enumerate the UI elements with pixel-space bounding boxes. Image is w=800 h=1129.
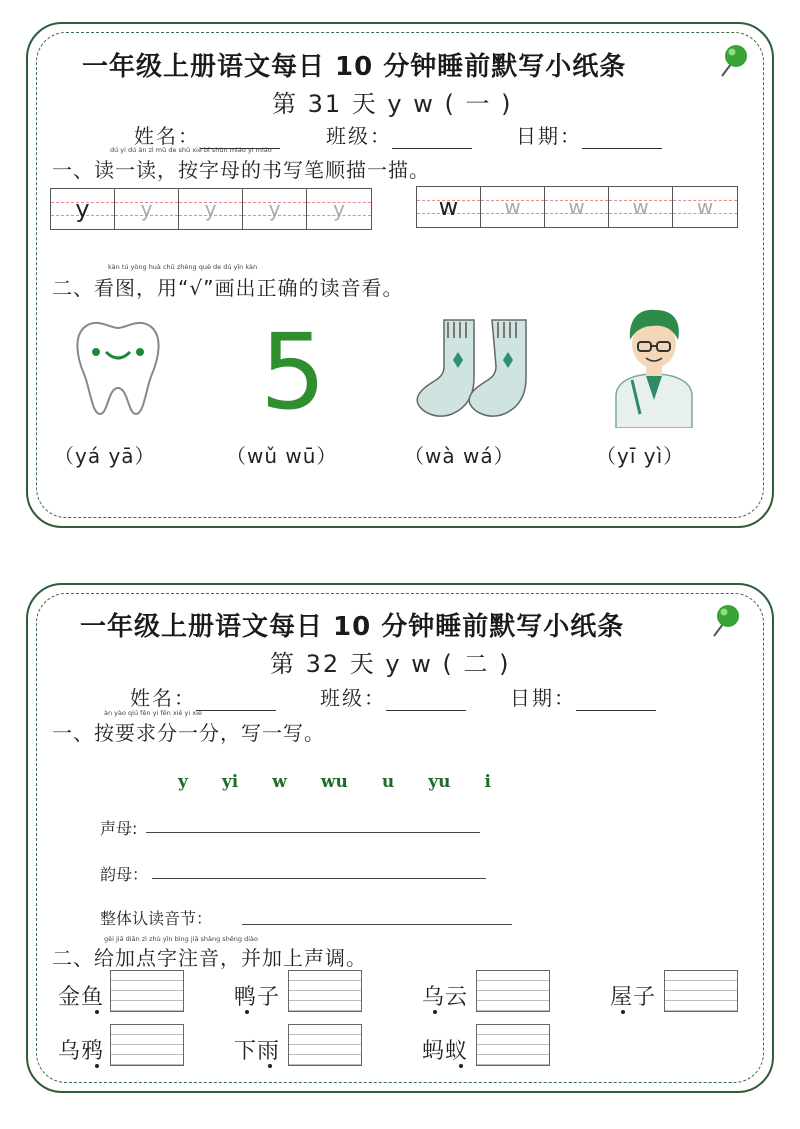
card2-name-field	[130, 682, 276, 711]
card2-title: 一年级上册语文每日 10 分钟睡前默写小纸条	[80, 612, 625, 642]
zhengti-answer-line[interactable]	[242, 924, 512, 925]
word-mayi: 蚂蚁	[422, 1039, 469, 1064]
shengmu-label: 声母:	[100, 819, 138, 838]
card1-section1-title: 一、读一读，按字母的书写笔顺描一描。	[52, 158, 430, 182]
card1-name-field	[134, 120, 280, 149]
card2-section1-title: 一、按要求分一分，写一写。	[52, 721, 325, 745]
socks-icon	[414, 316, 532, 420]
card2-section2-pinyin: gěi jiā diǎn zì zhù yīn bìng jiā shàng shēng diào	[104, 935, 259, 943]
tracing-cell[interactable]: y	[307, 189, 371, 229]
card1-section2-title: 二、看图，用“√”画出正确的读音看。	[52, 276, 404, 300]
option-ya[interactable]: （yá yā）	[54, 444, 156, 468]
date-blank[interactable]	[576, 692, 656, 711]
emphasis-dot	[95, 1010, 99, 1014]
y-tracing-grid	[50, 188, 372, 230]
option-wa[interactable]: （wà wá）	[404, 444, 515, 468]
emphasis-dot	[268, 1064, 272, 1068]
syllable: u	[381, 772, 395, 792]
w-tracing-grid	[416, 186, 738, 228]
date-label: 日期：	[516, 124, 582, 148]
yunmu-answer-line[interactable]	[152, 878, 486, 879]
tracing-cell[interactable]: w	[417, 187, 481, 227]
answer-box[interactable]	[288, 970, 362, 1012]
shengmu-answer-line[interactable]	[146, 832, 480, 833]
card1-subtitle: 第 31 天 y w ( 一 )	[272, 90, 513, 118]
syllable: i	[484, 772, 491, 792]
tooth-icon	[72, 318, 164, 418]
doctor-icon	[612, 304, 696, 428]
zhengti-label: 整体认读音节：	[100, 909, 213, 928]
class-label: 班级：	[326, 124, 392, 148]
card1-section1-pinyin: dú yi dú àn zì mǔ de shū xiě bǐ shùn miáo yi miáo	[110, 146, 272, 154]
pushpin-icon	[714, 40, 750, 80]
tracing-cell[interactable]: y	[179, 189, 243, 229]
emphasis-dot	[621, 1010, 625, 1014]
answer-box[interactable]	[110, 970, 184, 1012]
class-blank[interactable]	[392, 130, 472, 149]
tracing-cell[interactable]: y	[115, 189, 179, 229]
word-wuya: 乌鸦	[58, 1039, 105, 1064]
answer-box[interactable]	[476, 970, 550, 1012]
tracing-cell[interactable]: w	[481, 187, 545, 227]
tracing-cell[interactable]: w	[545, 187, 609, 227]
word-xiayu: 下雨	[234, 1039, 281, 1064]
answer-box[interactable]	[664, 970, 738, 1012]
tracing-cell[interactable]: y	[51, 189, 115, 229]
option-wu[interactable]: （wǔ wū）	[226, 444, 338, 468]
syllable-list	[178, 772, 525, 792]
syllable: yi	[221, 772, 239, 792]
emphasis-dot	[433, 1010, 437, 1014]
card2-class-field	[320, 682, 466, 711]
card1-title: 一年级上册语文每日 10 分钟睡前默写小纸条	[82, 52, 627, 82]
word-yazi: 鸭子	[234, 985, 281, 1010]
syllable: w	[272, 772, 287, 792]
syllable: yu	[428, 772, 451, 792]
emphasis-dot	[95, 1064, 99, 1068]
name-blank[interactable]	[196, 692, 276, 711]
emphasis-dot	[245, 1010, 249, 1014]
tracing-cell[interactable]: y	[243, 189, 307, 229]
syllable: y	[178, 772, 188, 792]
tracing-cell[interactable]: w	[673, 187, 737, 227]
date-label: 日期：	[510, 686, 576, 710]
class-blank[interactable]	[386, 692, 466, 711]
emphasis-dot	[459, 1064, 463, 1068]
card1-date-field	[516, 120, 662, 149]
card1-class-field	[326, 120, 472, 149]
answer-box[interactable]	[476, 1024, 550, 1066]
card1-section2-pinyin: kàn tú yòng huà chū zhèng què de dú yīn kàn	[108, 263, 258, 271]
tracing-cell[interactable]: w	[609, 187, 673, 227]
card2-section1-pinyin: àn yào qiú fēn yi fēn xiě yi xiě	[104, 709, 202, 717]
card2-section2-title: 二、给加点字注音，并加上声调。	[52, 946, 367, 970]
syllable: wu	[320, 772, 348, 792]
word-wuyun: 乌云	[422, 985, 469, 1010]
date-blank[interactable]	[582, 130, 662, 149]
word-wuzi: 屋子	[610, 985, 657, 1010]
answer-box[interactable]	[288, 1024, 362, 1066]
yunmu-label: 韵母：	[100, 865, 149, 884]
option-yi[interactable]: （yī yì）	[596, 444, 685, 468]
pushpin-icon	[706, 600, 742, 640]
name-label: 姓名：	[130, 686, 196, 710]
class-label: 班级：	[320, 686, 386, 710]
name-label: 姓名：	[134, 124, 200, 148]
number-five: 5	[260, 311, 327, 433]
card2-subtitle: 第 32 天 y w ( 二 )	[270, 650, 511, 678]
word-jinyu: 金鱼	[58, 985, 105, 1010]
answer-box[interactable]	[110, 1024, 184, 1066]
card2-date-field	[510, 682, 656, 711]
